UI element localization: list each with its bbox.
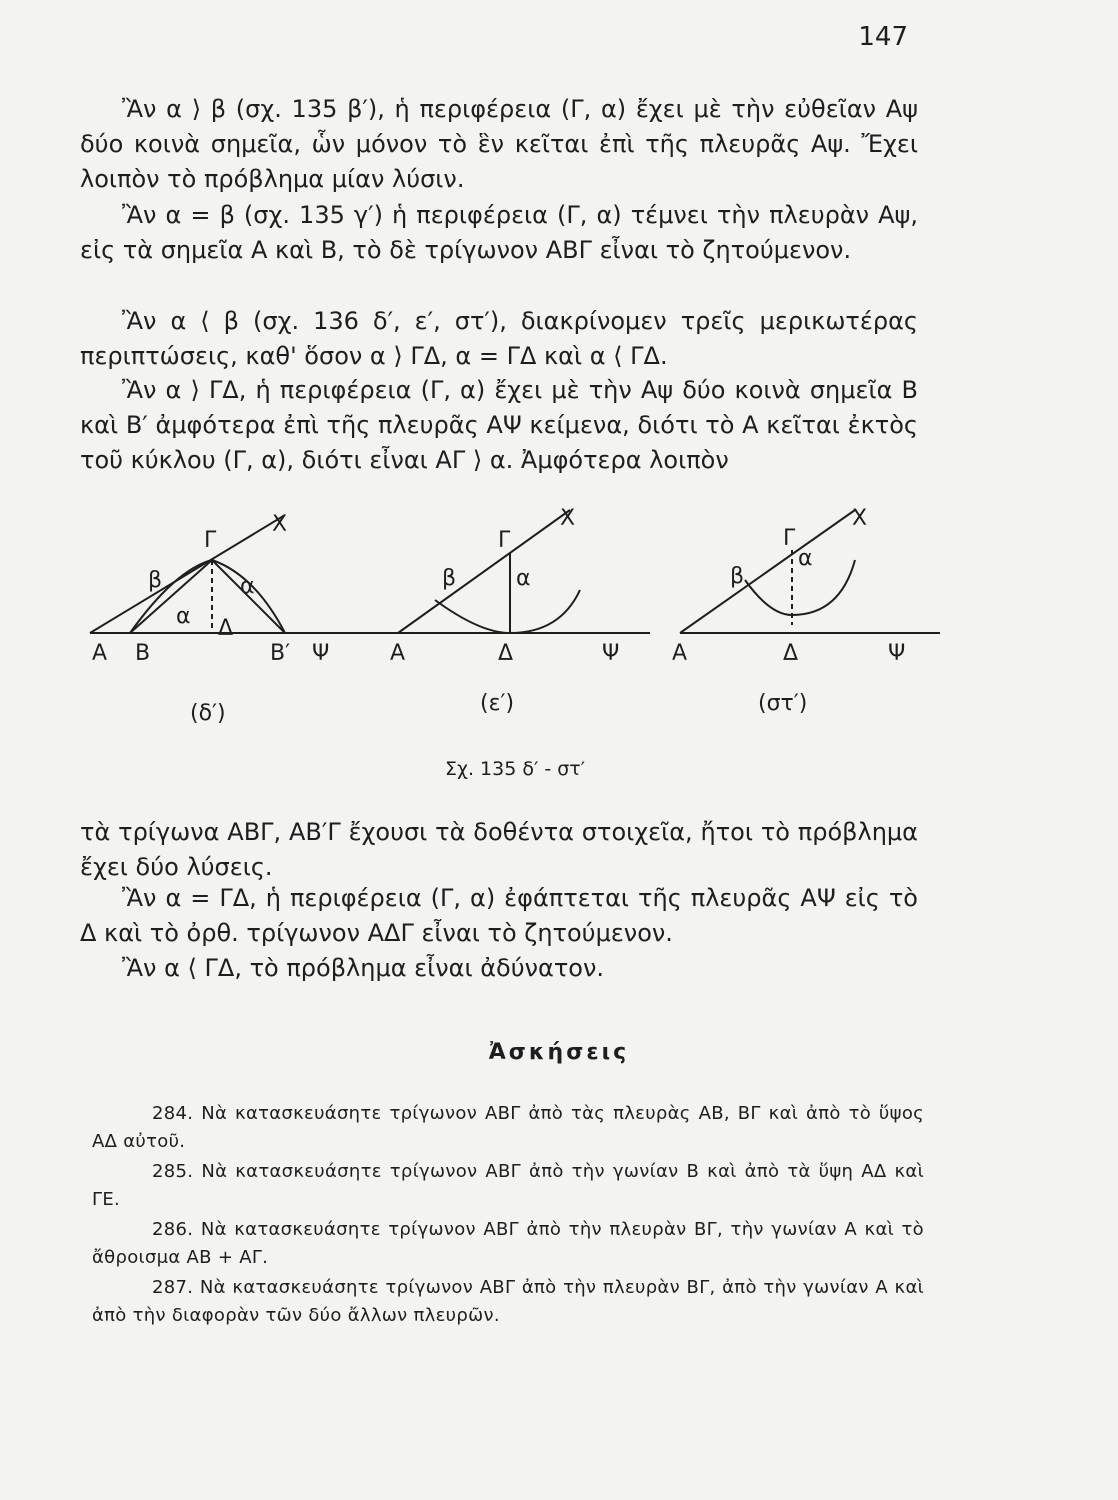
label-D-e: Δ	[498, 641, 514, 666]
exercise-286	[92, 1216, 924, 1272]
label-A-e: Α	[390, 641, 406, 666]
exercise-text: Νὰ κατασκευάσητε τρίγωνον ΑΒΓ ἀπὸ τὰς πλευρὰς ΑΒ, ΒΓ καὶ ἀπὸ τὸ ὕψος ΑΔ αὐτοῦ.	[92, 1103, 924, 1152]
label-alpha-s: α	[798, 546, 813, 571]
label-D-d: Δ	[218, 616, 234, 641]
exercise-text: Νὰ κατασκευάσητε τρίγωνον ΑΒΓ ἀπὸ τὴν γωνίαν Β καὶ ἀπὸ τὰ ὕψη ΑΔ καὶ ΓΕ.	[92, 1161, 924, 1210]
label-beta-s: β	[730, 564, 745, 589]
label-X-s: Χ	[852, 506, 868, 531]
label-alpha-e: α	[516, 566, 531, 591]
panel-label-st: (στ′)	[758, 691, 808, 716]
paragraph-5: τὰ τρίγωνα ΑΒΓ, ΑΒ′Γ ἔχουσι τὰ δοθέντα στοιχεῖα, ἤτοι τὸ πρόβλημα ἔχει δύο λύσεις.	[80, 818, 918, 881]
label-beta-d: β	[148, 568, 163, 593]
exercise-number: 287.	[152, 1277, 194, 1298]
label-alpha-d2: α	[240, 574, 255, 599]
exercise-text: Νὰ κατασκευάσητε τρίγωνον ΑΒΓ ἀπὸ τὴν πλευρὰν ΒΓ, τὴν γωνίαν Α καὶ τὸ ἄθροισμα ΑΒ + ΑΓ.	[92, 1219, 924, 1268]
figure-135	[80, 505, 940, 805]
label-Psi-e: Ψ	[602, 641, 620, 666]
paragraph-1: Ἂν α ⟩ β (σχ. 135 β′), ἡ περιφέρεια (Γ, α) ἔχει μὲ τὴν εὐθεῖαν Αψ δύο κοινὰ σημεῖα, ὧν μόνον τὸ ἓν κεῖται ἐπὶ τῆς πλευρᾶς Αψ. Ἔχει λοιπὸν τὸ πρόβλημα μίαν λύσιν.	[80, 95, 918, 193]
label-Psi-d: Ψ	[312, 641, 330, 666]
exercise-287	[92, 1274, 924, 1330]
panel-label-e: (ε′)	[480, 691, 515, 716]
label-X-e: Χ	[560, 506, 576, 531]
exercise-285	[92, 1158, 924, 1214]
label-G-d: Γ	[204, 528, 217, 553]
paragraph-6: Ἂν α = ΓΔ, ἡ περιφέρεια (Γ, α) ἐφάπτεται τῆς πλευρᾶς ΑΨ εἰς τὸ Δ καὶ τὸ ὀρθ. τρίγωνον ΑΔΓ εἶναι τὸ ζητούμενον.	[80, 884, 918, 947]
label-Psi-s: Ψ	[888, 641, 906, 666]
label-B2-d: Β′	[270, 641, 291, 666]
label-X-d: Χ	[272, 512, 288, 537]
figure-caption: Σχ. 135 δ′ - στ′	[445, 758, 586, 780]
exercise-284	[92, 1100, 924, 1156]
label-G-e: Γ	[498, 528, 511, 553]
paragraph-7: Ἂν α ⟨ ΓΔ, τὸ πρόβλημα εἶναι ἀδύνατον.	[122, 954, 605, 982]
label-A-s: Α	[672, 641, 688, 666]
label-G-s: Γ	[783, 526, 796, 551]
exercise-text: Νὰ κατασκευάσητε τρίγωνον ΑΒΓ ἀπὸ τὴν πλευρὰν ΒΓ, ἀπὸ τὴν γωνίαν Α καὶ ἀπὸ τὴν διαφορὰν τῶν δύο ἄλλων πλευρῶν.	[92, 1277, 924, 1326]
page-number: 147	[858, 22, 908, 52]
panel-label-d: (δ′)	[190, 701, 226, 726]
exercises-heading: Ἀσκήσεις	[488, 1040, 630, 1065]
paragraph-4: Ἂν α ⟩ ΓΔ, ἡ περιφέρεια (Γ, α) ἔχει μὲ τὴν Αψ δύο κοινὰ σημεῖα Β καὶ Β′ ἀμφότερα ἐπὶ τῆς πλευρᾶς ΑΨ κείμενα, διότι τὸ Α κεῖται ἐκτὸς τοῦ κύκλου (Γ, α), διότι εἶναι ΑΓ ⟩ α. Ἀμφότερα λοιπὸν	[80, 376, 918, 474]
label-D-s: Δ	[783, 641, 799, 666]
label-alpha-d1: α	[176, 604, 191, 629]
paragraph-3: Ἂν α ⟨ β (σχ. 136 δ′, ε′, στ′), διακρίνομεν τρεῖς μερικωτέρας περιπτώσεις, καθ' ὅσον α ⟩ ΓΔ, α = ΓΔ καὶ α ⟨ ΓΔ.	[80, 307, 918, 370]
label-beta-e: β	[442, 566, 457, 591]
exercise-number: 286.	[152, 1219, 194, 1240]
exercise-number: 284.	[152, 1103, 194, 1124]
label-B-d: Β	[135, 641, 151, 666]
paragraph-2: Ἂν α = β (σχ. 135 γ′) ἡ περιφέρεια (Γ, α) τέμνει τὴν πλευρὰν Αψ, εἰς τὰ σημεῖα Α καὶ Β, τὸ δὲ τρίγωνον ΑΒΓ εἶναι τὸ ζητούμενον.	[80, 201, 918, 264]
label-A-d: Α	[92, 641, 108, 666]
exercise-number: 285.	[152, 1161, 194, 1182]
